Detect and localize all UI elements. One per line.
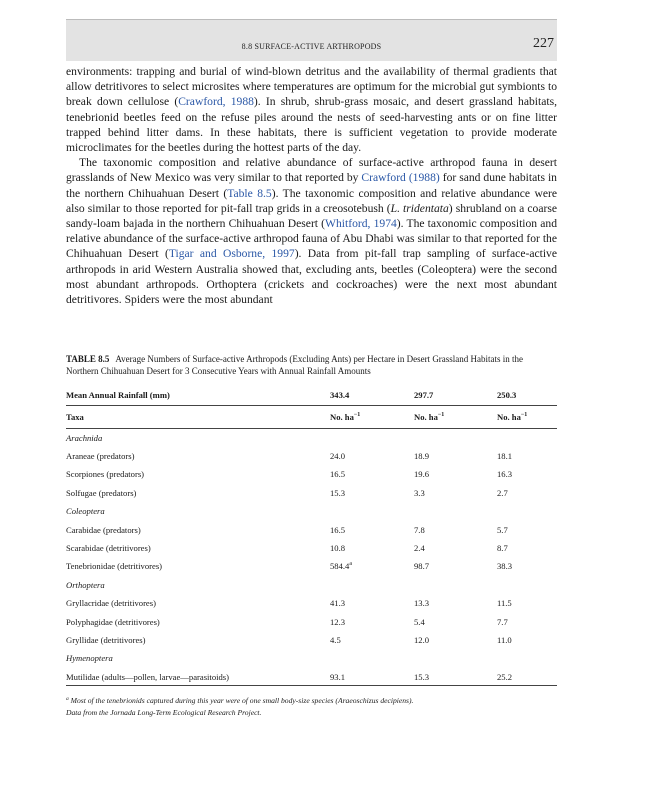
taxon-cell: Mutilidae (adults—pollen, larvae—parasitoids) (66, 668, 330, 686)
value-cell: 16.5 (330, 524, 346, 535)
table-row (66, 594, 557, 612)
table-row (66, 668, 557, 686)
unit-label: No. $ha^{-1}$ (414, 406, 497, 429)
species-name: L. tridentata (390, 201, 449, 215)
table-label: TABLE 8.5 (66, 354, 110, 364)
group-name: Coleoptera (66, 506, 105, 517)
table-caption-text: Average Numbers of Surface-active Arthropods (Excluding Ants) per Hectare in Desert Grassland Habitats in the Northern Chihuahuan Desert for 3 Consecutive Years with Annual Rainfall Amounts (66, 354, 524, 376)
value-cell: 8.7 (497, 543, 508, 554)
data-table (66, 385, 557, 686)
value-cell: 15.3 (330, 487, 346, 498)
value-cell: 19.6 (414, 469, 430, 480)
table-row (66, 465, 557, 483)
taxon-cell: Polyphagidae (detritivores) (66, 616, 160, 627)
table-row (66, 631, 557, 649)
page-number: 227 (533, 36, 554, 51)
value-cell: 2.4 (414, 543, 425, 554)
table-unit-row (66, 406, 557, 429)
table-header-row (66, 385, 557, 406)
footnote: $^a$ Most of the tenebrionids captured during this year were of one small body-size species (Araeoschizus decipiens). (66, 696, 414, 705)
unit-label: No. $ha^{-1}$ (330, 406, 414, 429)
value-cell: 3.3 (414, 487, 425, 498)
group-row (66, 649, 557, 667)
value-cell: 16.3 (497, 469, 513, 480)
taxon-cell: Solfugae (predators) (66, 487, 137, 498)
value-cell: 25.2 (497, 668, 557, 686)
value-cell: 12.3 (330, 616, 346, 627)
group-name: Hymenoptera (66, 653, 113, 664)
value-cell: 584.4$^a$ (330, 561, 353, 572)
group-name: Orthoptera (66, 579, 105, 590)
value-cell: 98.7 (414, 561, 430, 572)
group-row (66, 502, 557, 520)
source-note: Data from the Jornada Long-Term Ecological Research Project. (66, 708, 262, 717)
value-cell: 11.0 (497, 634, 512, 645)
table-row (66, 520, 557, 538)
table-row (66, 484, 557, 502)
table-footnotes (66, 693, 557, 719)
value-cell: 10.8 (330, 543, 346, 554)
taxon-cell: Gryllacridae (detritivores) (66, 598, 156, 609)
citation-link[interactable]: Crawford, 1988 (178, 95, 254, 109)
citation-link[interactable]: Tigar and Osborne, 1997 (168, 247, 295, 261)
value-cell: 7.8 (414, 524, 425, 535)
table-row (66, 612, 557, 630)
value-cell: 5.7 (497, 524, 508, 535)
value-cell: 24.0 (330, 451, 346, 462)
citation-link[interactable]: Whitford, 1974 (325, 217, 397, 231)
taxon-cell: Carabidae (predators) (66, 524, 141, 535)
taxon-cell: Scarabidae (detritivores) (66, 543, 151, 554)
body-text (66, 64, 557, 307)
value-cell: 12.0 (414, 634, 430, 645)
taxon-cell: Tenebrionidae (detritivores) (66, 561, 163, 572)
footnote-marker: a (349, 561, 353, 568)
value-cell: 13.3 (414, 598, 430, 609)
paragraph-1: environments: trapping and burial of wind-blown detritus and the availability of thermal gradients that allow detritivores to select microsites where temperatures are optimum for the microbial gut symbionts to break down cellulose (Crawford, 1988). In shrub, shrub-grass mosaic, and desert grassland habitats, tenebrionid beetles feed on the refuse piles around the nests of seed-harvesting ants or on fine litter trapped behind litter dams. In these habitats, there is sufficient vegetation to provide moderate microclimates for the beetles during the hottest parts of the day. (66, 65, 557, 155)
value-cell: 18.1 (497, 451, 513, 462)
header-label: Mean Annual Rainfall (mm) (66, 385, 330, 406)
group-name: Arachnida (66, 432, 103, 443)
table-row (66, 557, 557, 575)
rainfall-1: 343.4 (330, 385, 414, 406)
value-cell: 41.3 (330, 598, 346, 609)
group-row (66, 429, 557, 447)
citation-link[interactable]: Crawford (1988) (361, 171, 440, 185)
rainfall-3: 250.3 (497, 385, 557, 406)
value-cell: 18.9 (414, 451, 430, 462)
taxa-label: Taxa (66, 406, 330, 429)
unit-label: No. $ha^{-1}$ (497, 406, 557, 429)
value-cell: 38.3 (497, 561, 513, 572)
value-cell: 11.5 (497, 598, 512, 609)
taxon-cell: Araneae (predators) (66, 451, 135, 462)
table-reference-link[interactable]: Table 8.5 (227, 186, 272, 200)
value-cell: 2.7 (497, 487, 508, 498)
value-cell: 16.5 (330, 469, 346, 480)
page-header (66, 19, 557, 61)
table-caption (66, 353, 557, 377)
value-cell: 5.4 (414, 616, 425, 627)
value-cell: 4.5 (330, 634, 341, 645)
paragraph-2: The taxonomic composition and relative abundance of surface-active arthropod fauna in desert grasslands of New Mexico was very similar to that reported by Crawford (1988) for sand dune habitats in the northern Chihuahuan Desert (Table 8.5). The taxonomic composition and relative abundance were also similar to those reported for pit-fall trap grids in a creosotebush (L. tridentata) shrubland on a coarse sandy-loam bajada in the northern Chihuahuan Desert (Whitford, 1974). The taxonomic composition and relative abundance of the surface-active arthropod fauna of Abu Dhabi was similar to that reported for the Chihuahuan Desert (Tigar and Osborne, 1997). Data from pit-fall trap sampling of surface-active arthropods in arid Western Australia showed that, excluding ants, beetles (Coleoptera) were the second most abundant arthropods. Orthoptera (crickets and cockroaches) were the next most abundant detritivores. Spiders were the most abundant (66, 156, 558, 307)
taxon-cell: Gryllidae (detritivores) (66, 634, 146, 645)
group-row (66, 576, 557, 594)
running-head: 8.8 SURFACE-ACTIVE ARTHROPODS (241, 42, 382, 51)
rainfall-2: 297.7 (414, 385, 497, 406)
table-row (66, 539, 557, 557)
value-cell: 15.3 (414, 668, 497, 686)
value-cell: 93.1 (330, 668, 414, 686)
table-row (66, 447, 557, 465)
taxon-cell: Scorpiones (predators) (66, 469, 145, 480)
value-cell: 7.7 (497, 616, 508, 627)
